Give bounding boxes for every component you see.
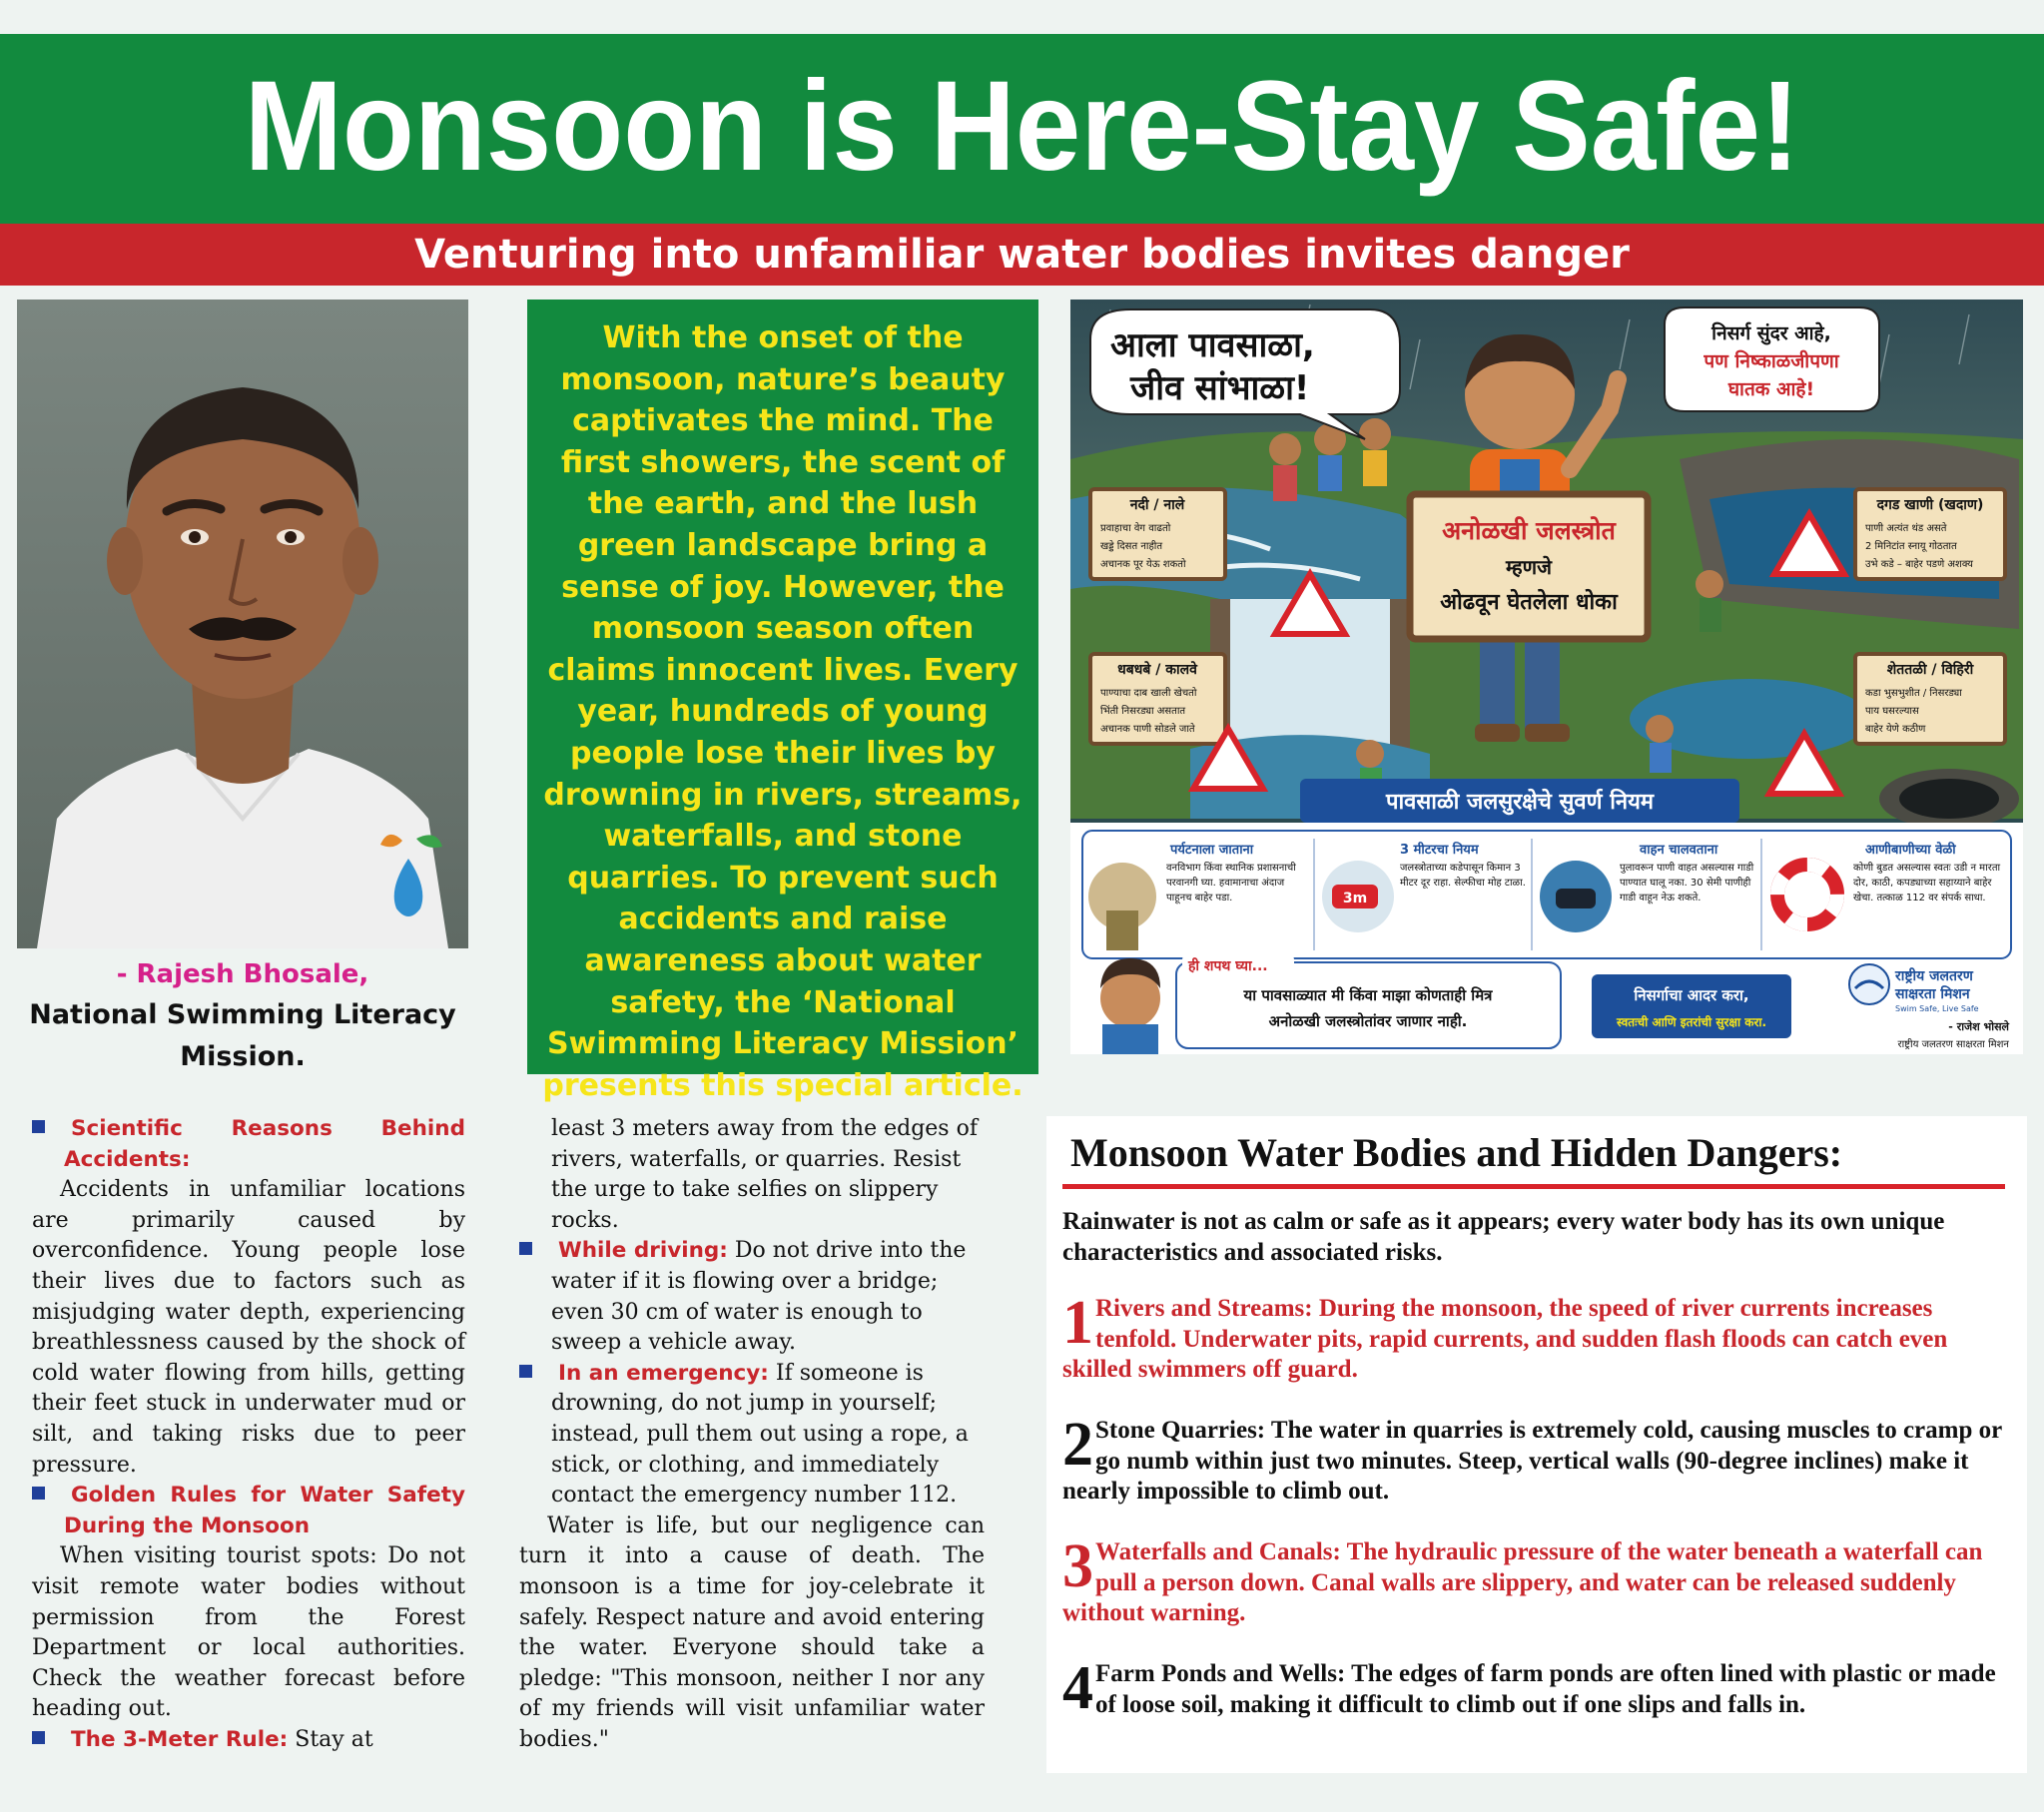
- paragraph: least 3 meters away from the edges of rivers, waterfalls, or quarries. Resist the urge to take selfies on slippery rocks.: [551, 1116, 978, 1233]
- poster-oath-line1: या पावसाळ्यात मी किंवा माझा कोणताही मित्र: [1243, 986, 1493, 1004]
- item-text: Stone Quarries: The water in quarries is extremely cold, causing muscles to cramp or go numb within just two minutes. Steep, vertical walls (90-degree inclines) make it nearly impossible to climb out.: [1062, 1417, 2002, 1505]
- poster-rule-text: पुलावरून पाणी वाहत असल्यास गाडी पाण्यात घालू नका. 30 सेमी पाणीही गाडी वाहून नेऊ शकते.: [1620, 863, 1754, 904]
- danger-item: [1062, 1289, 2011, 1386]
- item-text: Farm Ponds and Wells: The edges of farm ponds are often lined with plastic or made of loose soil, making it difficult to climb out if one slips and falls in.: [1095, 1660, 1996, 1718]
- hidden-dangers-lead: Rainwater is not as calm or safe as it appears; every water body has its own unique characteristics and associated risks.: [1062, 1208, 1945, 1266]
- poster-respect-line1: निसर्गाचा आदर करा,: [1634, 986, 1749, 1004]
- poster-quarry-item: पाणी अत्यंत थंड असते: [1865, 523, 1947, 534]
- poster-waterfall-item: पाण्याचा दाब खाली खेचतो: [1100, 688, 1197, 699]
- paragraph: If someone is drowning, do not jump in yourself; instead, pull them out using a rope, a stick, or clothing, and immediately contact the emergency number 112.: [551, 1360, 969, 1509]
- section-heading: Scientific Reasons Behind Accidents:: [64, 1116, 465, 1172]
- poster-oath-label: ही शपथ घ्या...: [1188, 958, 1268, 974]
- poster-pond-item: पाय घसरल्यास: [1865, 706, 1919, 717]
- poster-waterfall-item: भिंती निसरड्या असतात: [1100, 706, 1186, 717]
- bullet-icon: [519, 1242, 532, 1255]
- poster-rule-text: वनविभाग किंवा स्थानिक प्रशासनाची परवानगी घ्या. हवामानाचा अंदाज पाहूनच बाहेर पडा.: [1166, 863, 1296, 904]
- section-heading: The 3-Meter Rule:: [71, 1726, 289, 1752]
- poster-bubble-line2: जीव सांभाळा!: [1130, 368, 1310, 408]
- safety-poster: [1070, 300, 2023, 1054]
- poster-center-sign-line2: म्हणजे: [1506, 555, 1552, 579]
- item-number: 4: [1062, 1654, 1093, 1722]
- poster-mission-tagline: Swim Safe, Live Safe: [1895, 1004, 1979, 1013]
- poster-quarry-item: 2 मिनिटांत स्नायू गोठतात: [1865, 541, 1957, 552]
- item-number: 2: [1062, 1411, 1093, 1479]
- paragraph: Do not drive into the water if it is flowing over a bridge; even 30 cm of water is enough to sweep a vehicle away.: [551, 1238, 967, 1356]
- title-underline: [1062, 1184, 2005, 1189]
- article-column-1: [32, 1114, 465, 1755]
- paragraph: Accidents in unfamiliar locations are primarily caused by overconfidence. Young people lose their lives due to factors such as misjudging water depth, experiencing breathlessness caused by the shock of cold water flowing from hills, getting their feet stuck in underwater mud or silt, and taking risks due to peer pressure.: [32, 1177, 465, 1478]
- poster-pond-item: कडा भुसभुशीत / निसरड्या: [1865, 688, 1962, 699]
- danger-item: [1062, 1411, 2011, 1508]
- item-number: 3: [1062, 1532, 1093, 1600]
- author-portrait-illustration: [17, 300, 468, 948]
- bullet-icon: [32, 1731, 45, 1744]
- intro-text: With the onset of the monsoon, nature’s beauty captivates the mind. The first showers, the scent of the earth, and the lush green landscape bring a sense of joy. However, the monsoon season often claims innocent lives. Every year, hundreds of young people lose their lives by drowning in rivers, streams, waterfalls, and stone quarries. To prevent such accidents and raise awareness about water safety, the ‘National Swimming Literacy Mission’ presents this special article.: [542, 320, 1023, 1103]
- article-column-2: [519, 1114, 985, 1755]
- poster-center-sign-line1: अनोळखी जलस्त्रोत: [1442, 516, 1616, 545]
- poster-rule-text: जलस्त्रोताच्या कडेपासून किमान 3 मीटर दूर राहा. सेल्फीचा मोह टाळा.: [1400, 863, 1526, 889]
- poster-river-item: अचानक पूर येऊ शकतो: [1100, 559, 1186, 570]
- section-heading: Golden Rules for Water Safety During the Monsoon: [64, 1483, 465, 1538]
- item-text: Waterfalls and Canals: The hydraulic pressure of the water beneath a waterfall can pull a person down. Canal walls are slippery, and water can be released suddenly without warning.: [1062, 1538, 1983, 1626]
- author-organization: National Swimming Literacy Mission.: [29, 999, 456, 1072]
- poster-pond-item: बाहेर येणे कठीण: [1865, 724, 1926, 735]
- mission-logo-icon: [1849, 964, 1889, 1004]
- poster-oath-line2: अनोळखी जलस्त्रोतांवर जाणार नाही.: [1268, 1012, 1468, 1030]
- poster-golden-rules-title: पावसाळी जलसुरक्षेचे सुवर्ण नियम: [1385, 790, 1655, 815]
- poster-rule-title: 3 मीटरचा नियम: [1400, 843, 1479, 858]
- poster-river-item: प्रवाहाचा वेग वाढतो: [1100, 523, 1171, 534]
- bullet-icon: [32, 1487, 45, 1500]
- poster-rule-title: पर्यटनाला जाताना: [1170, 843, 1254, 858]
- author-photo: [17, 300, 468, 948]
- poster-quarry-title: दगड खाणी (खदाण): [1876, 497, 1984, 513]
- item-text: Rivers and Streams: During the monsoon, the speed of river currents increases tenfold. Underwater pits, rapid currents, and sudden flash floods can catch even skilled swimmers off guard.: [1062, 1295, 1948, 1383]
- paragraph: When visiting tourist spots: Do not visit remote water bodies without permission from the Forest Department or local authorities. Check the weather forecast before heading out.: [32, 1543, 465, 1722]
- poster-signature-line2: राष्ट्रीय जलतरण साक्षरता मिशन: [1897, 1039, 2009, 1050]
- poster-rule-title: आणीबाणीच्या वेळी: [1865, 843, 1956, 858]
- item-number: 1: [1062, 1289, 1093, 1357]
- page-subtitle: Venturing into unfamiliar water bodies invites danger: [414, 232, 1630, 278]
- poster-note-line2: पण निष्काळजीपणा: [1703, 350, 1839, 372]
- poster-waterfall-title: धबधबे / कालवे: [1117, 662, 1197, 678]
- danger-item: [1062, 1654, 2011, 1722]
- author-name: - Rajesh Bhosale,: [116, 959, 369, 989]
- poster-quarry-item: उभे कडे – बाहेर पडणे अशक्य: [1865, 559, 1973, 570]
- poster-center-sign-line3: ओढवून घेतलेला धोका: [1440, 590, 1618, 615]
- section-heading: While driving:: [558, 1238, 728, 1264]
- bullet-icon: [519, 1365, 532, 1378]
- danger-item: [1062, 1532, 2011, 1629]
- poster-rule-text: कोणी बुडत असल्यास स्वतः उडी न मारता दोर, काठी, कपड्याच्या सहाय्याने बाहेर खेचा. तत्काळ 112 वर संपर्क साधा.: [1853, 863, 2001, 904]
- poster-pond-title: शेततळी / विहिरी: [1886, 662, 1974, 678]
- poster-bubble-line1: आला पावसाळा,: [1110, 325, 1315, 365]
- section-heading: In an emergency:: [558, 1360, 769, 1386]
- paragraph: Water is life, but our negligence can turn it into a cause of death. The monsoon is a time for joy-celebrate it safely. Respect nature and avoid entering the water. Everyone should take a pledge: "This monsoon, neither I nor any of my friends will visit unfamiliar water bodies.": [519, 1512, 985, 1752]
- poster-illustration: [1070, 300, 2023, 1054]
- poster-3m-badge: 3m: [1342, 891, 1368, 906]
- poster-mission-line1: राष्ट्रीय जलतरण: [1895, 968, 1973, 984]
- poster-waterfall-item: अचानक पाणी सोडले जाते: [1100, 724, 1195, 735]
- page-title: Monsoon is Here-Stay Safe!: [244, 55, 1800, 198]
- poster-note-line1: निसर्ग सुंदर आहे,: [1711, 322, 1831, 344]
- poster-note-line3: घातक आहे!: [1727, 378, 1815, 400]
- hidden-dangers-title: Monsoon Water Bodies and Hidden Dangers:: [1070, 1130, 1843, 1175]
- poster-respect-line2: स्वतःची आणि इतरांची सुरक्षा करा.: [1616, 1015, 1767, 1029]
- bullet-icon: [32, 1120, 45, 1133]
- poster-rule-title: वाहन चालवताना: [1640, 843, 1718, 858]
- paragraph-start: Stay at: [295, 1726, 373, 1752]
- poster-mission-line2: साक्षरता मिशन: [1895, 986, 1970, 1002]
- poster-river-title: नदी / नाले: [1129, 497, 1185, 513]
- poster-river-item: खड्डे दिसत नाहीत: [1100, 541, 1163, 552]
- poster-signature-line1: - राजेश भोसले: [1948, 1020, 2009, 1033]
